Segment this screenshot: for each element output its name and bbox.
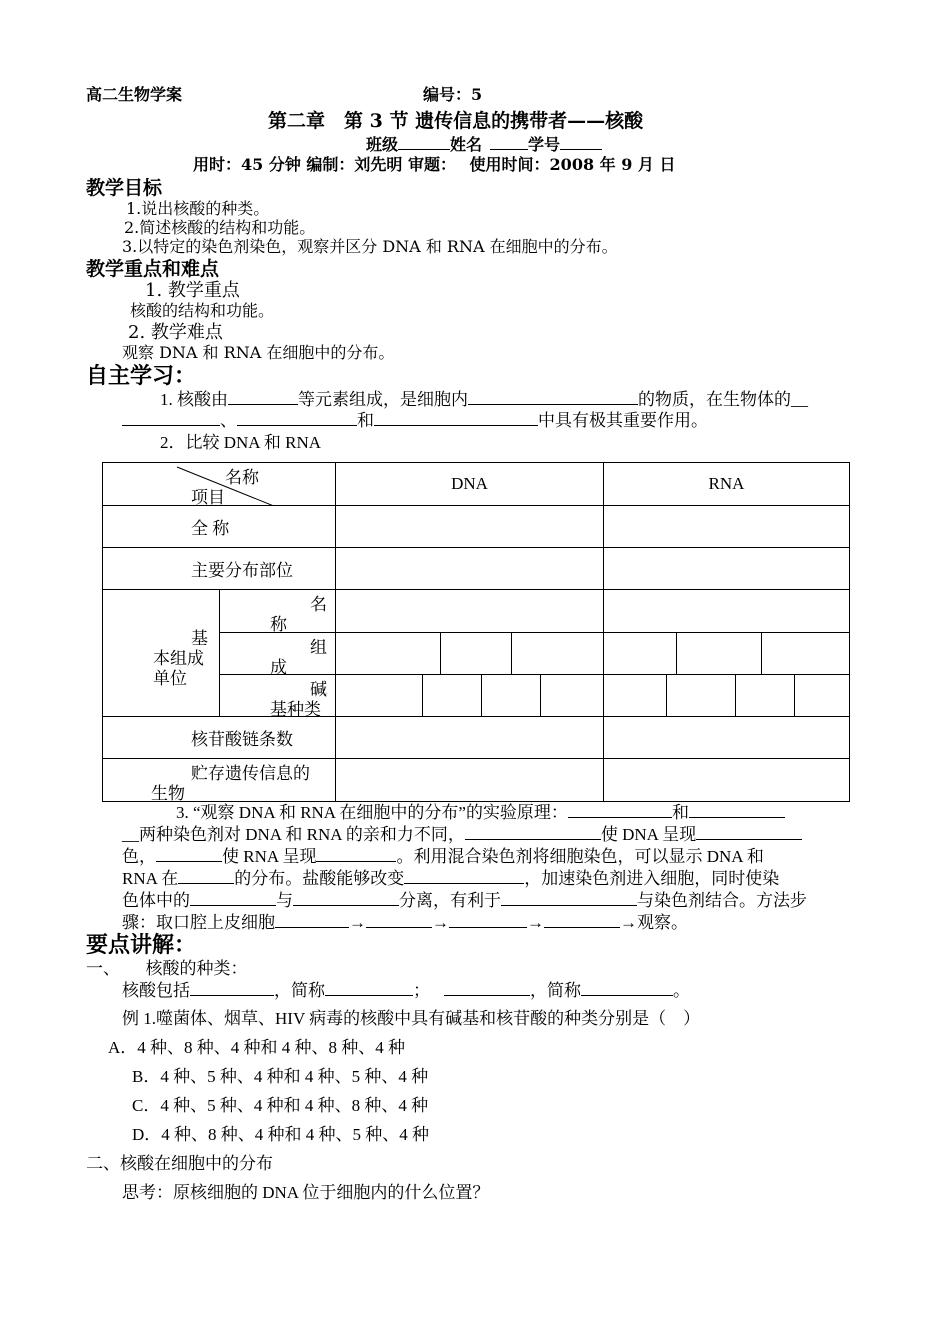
row-label-strands: 核苷酸链条数 [103, 717, 336, 759]
focus-text: 核酸的结构和功能。 [130, 301, 275, 320]
sub-label-name [220, 590, 335, 633]
cell-dna-base-1[interactable] [336, 675, 423, 716]
unit-label-c: 单位 [153, 669, 187, 688]
option-b[interactable]: B．4 种、5 种、4 种和 4 种、5 种、4 种 [132, 1067, 429, 1086]
sub-name-b: 称 [270, 615, 287, 634]
q2-text: 2．比较 DNA 和 RNA [160, 433, 322, 452]
sub-comp-a: 组 [310, 638, 327, 657]
q3-text-6b: 观察。 [637, 913, 688, 932]
cell-dna-base-3[interactable] [482, 675, 541, 716]
sec1-text-c: ； [413, 981, 430, 1000]
q3-text-4a: RNA 在 [122, 869, 179, 888]
q1-text-d: 、 [220, 411, 237, 430]
cell-rna-fullname[interactable] [604, 506, 850, 548]
sec1-text-d: ，简称 [530, 981, 581, 1000]
course-label: 高二生物学案 [86, 85, 183, 104]
q3-text-3b: 使 RNA 呈现 [222, 847, 317, 866]
sub-base-b: 基种类 [270, 700, 321, 719]
q3-text-5c: 分离，有利于 [399, 891, 501, 910]
cell-rna-organisms[interactable] [604, 759, 850, 802]
cell-rna-location[interactable] [604, 548, 850, 590]
difficulty-text: 观察 DNA 和 RNA 在细胞中的分布。 [122, 343, 395, 362]
focus-label: 1. 教学重点 [145, 280, 240, 301]
unit-label-b: 本组成 [153, 649, 204, 668]
cell-dna-unit-name[interactable] [336, 590, 603, 633]
cell-dna-comp-1[interactable] [336, 633, 441, 674]
name-blank[interactable] [490, 135, 528, 150]
goal-item-1: 1.说出核酸的种类。 [126, 199, 270, 218]
sub-comp-b: 成 [270, 658, 287, 677]
table-row [103, 717, 850, 759]
cell-dna-organisms[interactable] [336, 759, 604, 802]
table-row [103, 590, 850, 717]
cell-dna-comp-3[interactable] [512, 633, 603, 674]
explain-heading: 要点讲解： [86, 932, 197, 958]
q3-blank-5[interactable] [156, 847, 222, 862]
name-label: 姓名 [450, 135, 483, 154]
class-label: 班级 [366, 135, 399, 154]
cell-dna-base-4[interactable] [541, 675, 603, 716]
cell-rna-composition [604, 633, 849, 675]
header-name-label: 名称 [225, 468, 259, 487]
q3-step-4[interactable] [544, 913, 620, 928]
keypoints-heading: 教学重点和难点 [86, 258, 220, 280]
arrow-icon: → [432, 913, 449, 932]
q1-blank-elements[interactable] [228, 390, 298, 405]
cell-rna-comp-1[interactable] [604, 633, 677, 674]
think-question: 思考：原核细胞的 DNA 位于细胞内的什么位置？ [122, 1183, 490, 1202]
arrow-icon: → [527, 913, 544, 932]
sec1-blank-1[interactable] [190, 981, 274, 996]
q3-text-1b: 和 [671, 803, 689, 822]
meta-line: 用时：45 分钟 编制：刘先明 审题： 使用时间：2008 年 9 月 日 [193, 155, 676, 174]
sub-label-bases [220, 675, 335, 719]
q3-blank-7[interactable] [178, 869, 234, 884]
q3-line-6 [122, 908, 688, 933]
sec1-text-a: 核酸包括 [122, 981, 190, 1000]
cell-rna-base-4[interactable] [795, 675, 849, 716]
cell-rna-base-3[interactable] [736, 675, 795, 716]
unit-label-a: 基 [191, 629, 208, 648]
q1-blank-role3[interactable] [374, 411, 538, 426]
table-header-row [103, 463, 850, 506]
row-label-fullname: 全 称 [103, 506, 336, 548]
cell-rna-bases [604, 675, 849, 716]
q3-text-5a: 色体中的 [122, 891, 190, 910]
q3-blank-4[interactable] [696, 825, 802, 840]
q1-text-e: 和 [357, 411, 374, 430]
q3-blank-10[interactable] [293, 891, 399, 906]
q1-text-b: 等元素组成，是细胞内 [298, 390, 468, 409]
cell-rna-base-2[interactable] [667, 675, 736, 716]
arrow-icon: → [620, 913, 637, 932]
option-d[interactable]: D．4 种、8 种、4 种和 4 种、5 种、4 种 [132, 1125, 430, 1144]
sec1-blank-2[interactable] [325, 981, 413, 996]
q3-text-3a: 色， [122, 847, 156, 866]
q3-text-5d: 与染色剂结合。方法步 [637, 891, 807, 910]
table-row [103, 548, 850, 590]
cell-dna-unit [336, 590, 604, 717]
q3-text-3c: 。利用混合染色剂将细胞染色，可以显示 DNA 和 [396, 847, 764, 866]
q3-blank-11[interactable] [501, 891, 637, 906]
option-a[interactable]: A．4 种、8 种、4 种和 4 种、8 种、4 种 [108, 1038, 406, 1057]
goal-item-2: 2.简述核酸的结构和功能。 [124, 218, 316, 237]
table-row [103, 759, 850, 802]
row-basic-unit [103, 590, 336, 717]
difficulty-label: 2. 教学难点 [128, 322, 223, 343]
sub-base-a: 碱 [310, 680, 327, 699]
q3-text-5b: 与 [276, 891, 293, 910]
sec1-blank-4[interactable] [581, 981, 673, 996]
q3-text-1a: 3. “观察 DNA 和 RNA 在细胞中的分布”的实验原理： [176, 803, 568, 822]
sec1-blank-3[interactable] [444, 981, 530, 996]
sec1-text-b: ，简称 [274, 981, 325, 1000]
q1-text-f: 中具有极其重要作用。 [538, 411, 708, 430]
id-blank[interactable] [560, 135, 602, 150]
q3-step-3[interactable] [449, 913, 527, 928]
q1-blank-role1[interactable] [122, 411, 220, 426]
row-label-organisms [103, 759, 336, 802]
sec2-heading: 二、核酸在细胞中的分布 [86, 1154, 273, 1173]
cell-dna-strands[interactable] [336, 717, 604, 759]
q3-text-2b: 使 DNA 呈现 [600, 825, 697, 844]
table-row [103, 506, 850, 548]
sec1-text-e: 。 [673, 981, 690, 1000]
sec1-heading: 一、 核酸的种类： [86, 959, 248, 978]
cell-rna-unit [604, 590, 850, 717]
cell-dna-bases [336, 675, 603, 716]
header-rna: RNA [604, 463, 850, 506]
q1-blank-substance[interactable] [468, 390, 638, 405]
q3-text-4b: 的分布。盐酸能够改变 [234, 869, 405, 888]
q3-step-2[interactable] [366, 913, 432, 928]
cell-dna-composition [336, 633, 603, 675]
q3-blank-8[interactable] [404, 869, 524, 884]
q1-text-c: 的物质，在生物体的__ [638, 390, 808, 409]
option-c[interactable]: C．4 种、5 种、4 种和 4 种、8 种、4 种 [132, 1096, 429, 1115]
q3-blank-6[interactable] [316, 847, 396, 862]
q3-blank-2[interactable] [689, 803, 785, 818]
goals-heading: 教学目标 [86, 177, 163, 199]
cell-rna-unit-name[interactable] [604, 590, 849, 633]
cell-dna-base-2[interactable] [423, 675, 482, 716]
cell-rna-comp-2[interactable] [677, 633, 762, 674]
cell-rna-comp-3[interactable] [762, 633, 849, 674]
sec1-line [122, 976, 690, 1001]
cell-dna-comp-2[interactable] [441, 633, 512, 674]
q3-blank-1[interactable] [568, 803, 672, 818]
class-blank[interactable] [398, 135, 450, 150]
sub-label-composition [220, 633, 335, 675]
example-question: 例 1.噬菌体、烟草、HIV 病毒的核酸中具有碱基和核苷酸的种类分别是（ ） [122, 1009, 701, 1028]
doc-number: 编号：5 [423, 85, 483, 104]
goal-item-3: 3.以特定的染色剂染色，观察并区分 DNA 和 RNA 在细胞中的分布。 [122, 237, 618, 256]
org-label-b: 生物 [151, 784, 185, 803]
cell-rna-base-1[interactable] [604, 675, 667, 716]
q3-text-6a: 骤：取口腔上皮细胞 [122, 913, 275, 932]
basic-unit-label [103, 590, 220, 716]
arrow-icon: → [349, 913, 366, 932]
header-item-label: 项目 [191, 488, 225, 507]
q3-text-4c: ，加速染色剂进入细胞，同时使染 [524, 869, 780, 888]
diagonal-header-cell [103, 463, 336, 506]
q3-blank-9[interactable] [190, 891, 276, 906]
dna-rna-comparison-table [102, 462, 850, 802]
page-title: 第二章 第 3 节 遗传信息的携带者——核酸 [268, 110, 644, 132]
row-label-location: 主要分布部位 [103, 548, 336, 590]
q1-blank-role2[interactable] [237, 411, 357, 426]
selfstudy-heading: 自主学习： [86, 363, 197, 389]
sub-name-a: 名 [310, 595, 327, 614]
q3-blank-3[interactable] [465, 825, 601, 840]
cell-rna-strands[interactable] [604, 717, 850, 759]
q1-text-a: 1. 核酸由 [160, 390, 228, 409]
header-dna: DNA [336, 463, 604, 506]
org-label-a: 贮存遗传信息的 [191, 764, 310, 783]
q3-step-1[interactable] [275, 913, 349, 928]
id-label: 学号 [528, 135, 561, 154]
cell-dna-fullname[interactable] [336, 506, 604, 548]
cell-dna-location[interactable] [336, 548, 604, 590]
q3-text-2a: __两种染色剂对 DNA 和 RNA 的亲和力不同， [122, 825, 465, 844]
